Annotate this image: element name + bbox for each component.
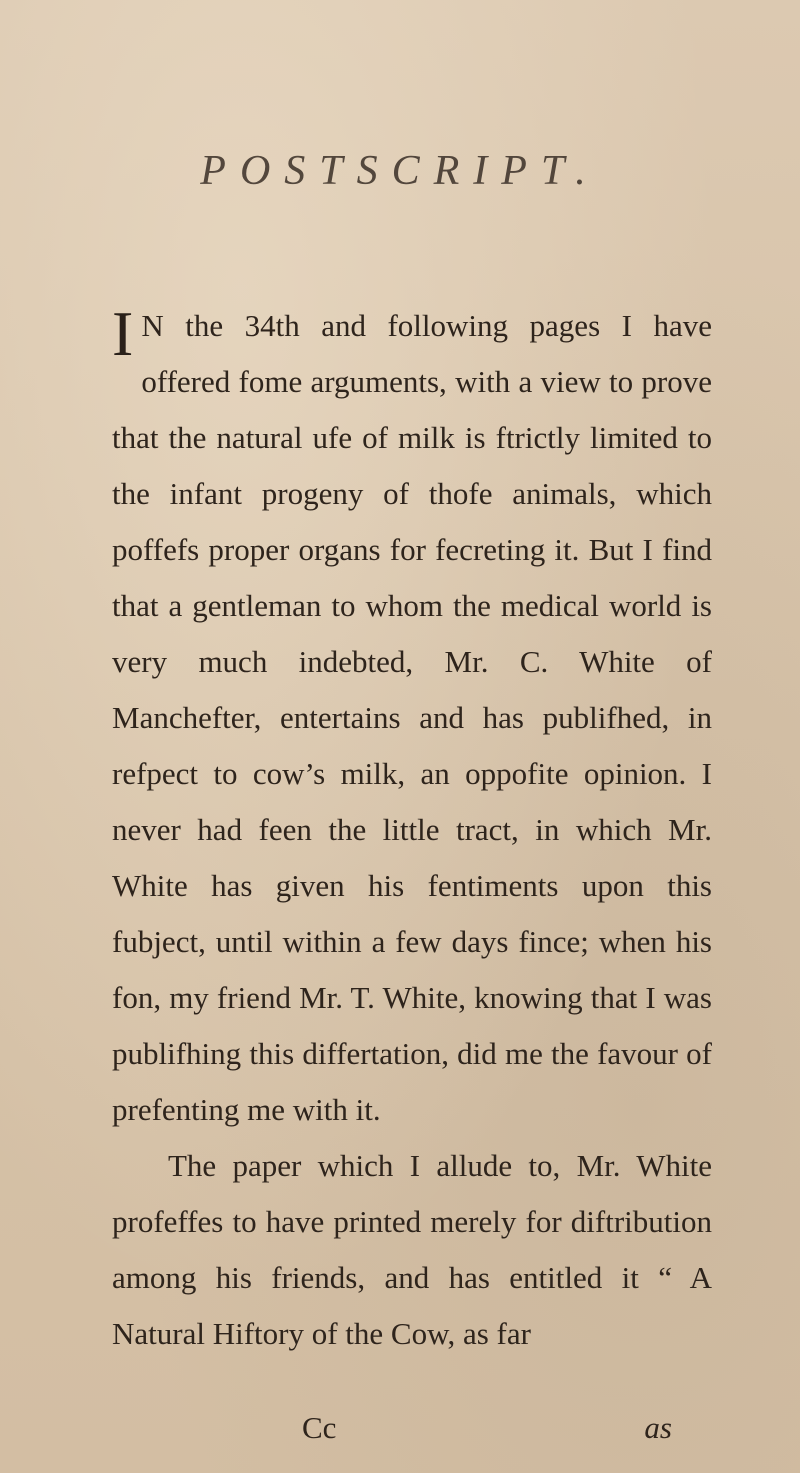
paragraph-first bbox=[112, 298, 712, 1138]
page-footer bbox=[112, 1410, 712, 1446]
paragraph-second: The paper which I allude to, Mr. White profeffes to have printed merely for diftribution among his friends, and has entitled it “ A Natural Hiftory of the Cow, as far bbox=[112, 1148, 712, 1351]
signature-mark: Cc bbox=[302, 1410, 337, 1445]
catchword: as bbox=[644, 1410, 672, 1445]
body-text bbox=[112, 298, 712, 1362]
page-heading: POSTSCRIPT. bbox=[200, 148, 600, 194]
drop-cap: I bbox=[112, 298, 134, 369]
paragraph-first-text: N the 34th and following pages I have offered fome arguments, with a view to prove that the natural ufe of milk is ftrictly limited to the infant progeny of thofe animals, which poffefs proper organs for fecreting it. But I find that a gentleman to whom the medical world is very much indebted, Mr. C. White of Manchefter, entertains and has publifhed, in refpect to cow’s milk, an oppofite opinion. I never had feen the little tract, in which Mr. White has given his fentiments upon this fubject, until within a few days fince; when his fon, my friend Mr. T. White, knowing that I was publifhing this differtation, did me the favour of prefenting me with it. bbox=[112, 308, 712, 1127]
